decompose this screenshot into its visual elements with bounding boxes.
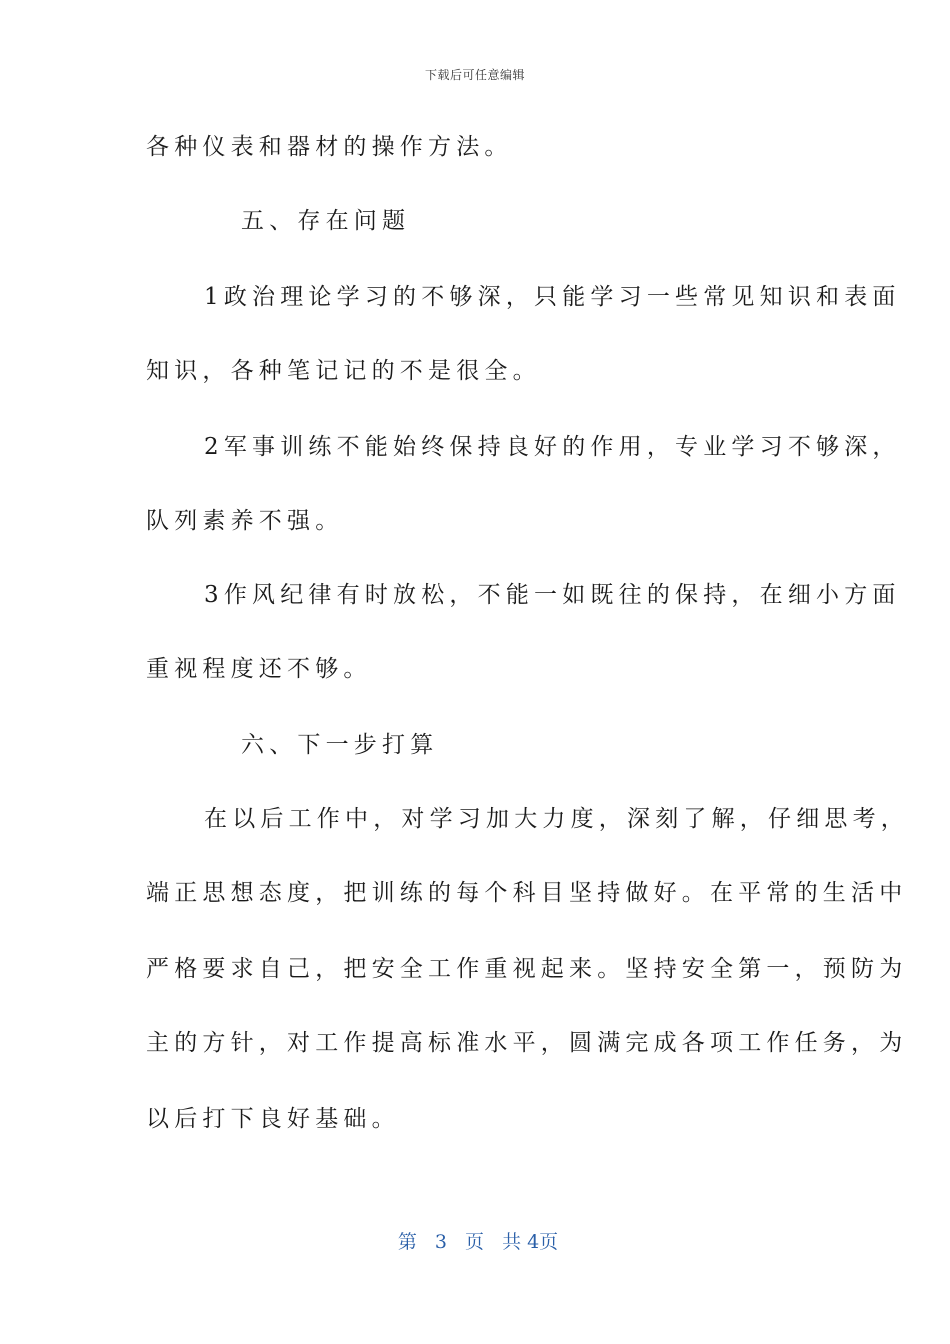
body-line: 各种仪表和器材的操作方法。 — [146, 134, 513, 160]
body-line: 队列素养不强。 — [146, 508, 344, 534]
footer-current-page: 3 — [434, 1231, 447, 1253]
footer-total-pages: 4页 — [527, 1231, 559, 1253]
body-line: 主的方针，对工作提高标准水平，圆满完成各项工作任务，为 — [146, 1030, 908, 1056]
footer-ye: 页 — [465, 1231, 485, 1253]
page-footer — [0, 1227, 950, 1254]
body-line: 在以后工作中，对学习加大力度，深刻了解，仔细思考， — [204, 806, 909, 832]
body-line: 以后打下良好基础。 — [146, 1106, 400, 1132]
body-line: 重视程度还不够。 — [146, 656, 372, 682]
body-line: 知识，各种笔记记的不是很全。 — [146, 358, 541, 384]
footer-di: 第 — [397, 1231, 417, 1253]
footer-total-label: 共 — [502, 1231, 522, 1253]
body-line: 1政治理论学习的不够深，只能学习一些常见知识和表面 — [204, 284, 901, 310]
body-line: 2军事训练不能始终保持良好的作用，专业学习不够深， — [204, 434, 901, 460]
section-heading-next-steps: 六、下一步打算 — [241, 732, 439, 758]
body-line: 端正思想态度，把训练的每个科目坚持做好。在平常的生活中 — [146, 880, 908, 906]
body-line: 严格要求自己，把安全工作重视起来。坚持安全第一，预防为 — [146, 956, 908, 982]
header-note: 下载后可任意编辑 — [424, 68, 525, 82]
body-line: 3作风纪律有时放松，不能一如既往的保持，在细小方面 — [204, 582, 901, 608]
section-heading-problems: 五、存在问题 — [241, 208, 411, 234]
